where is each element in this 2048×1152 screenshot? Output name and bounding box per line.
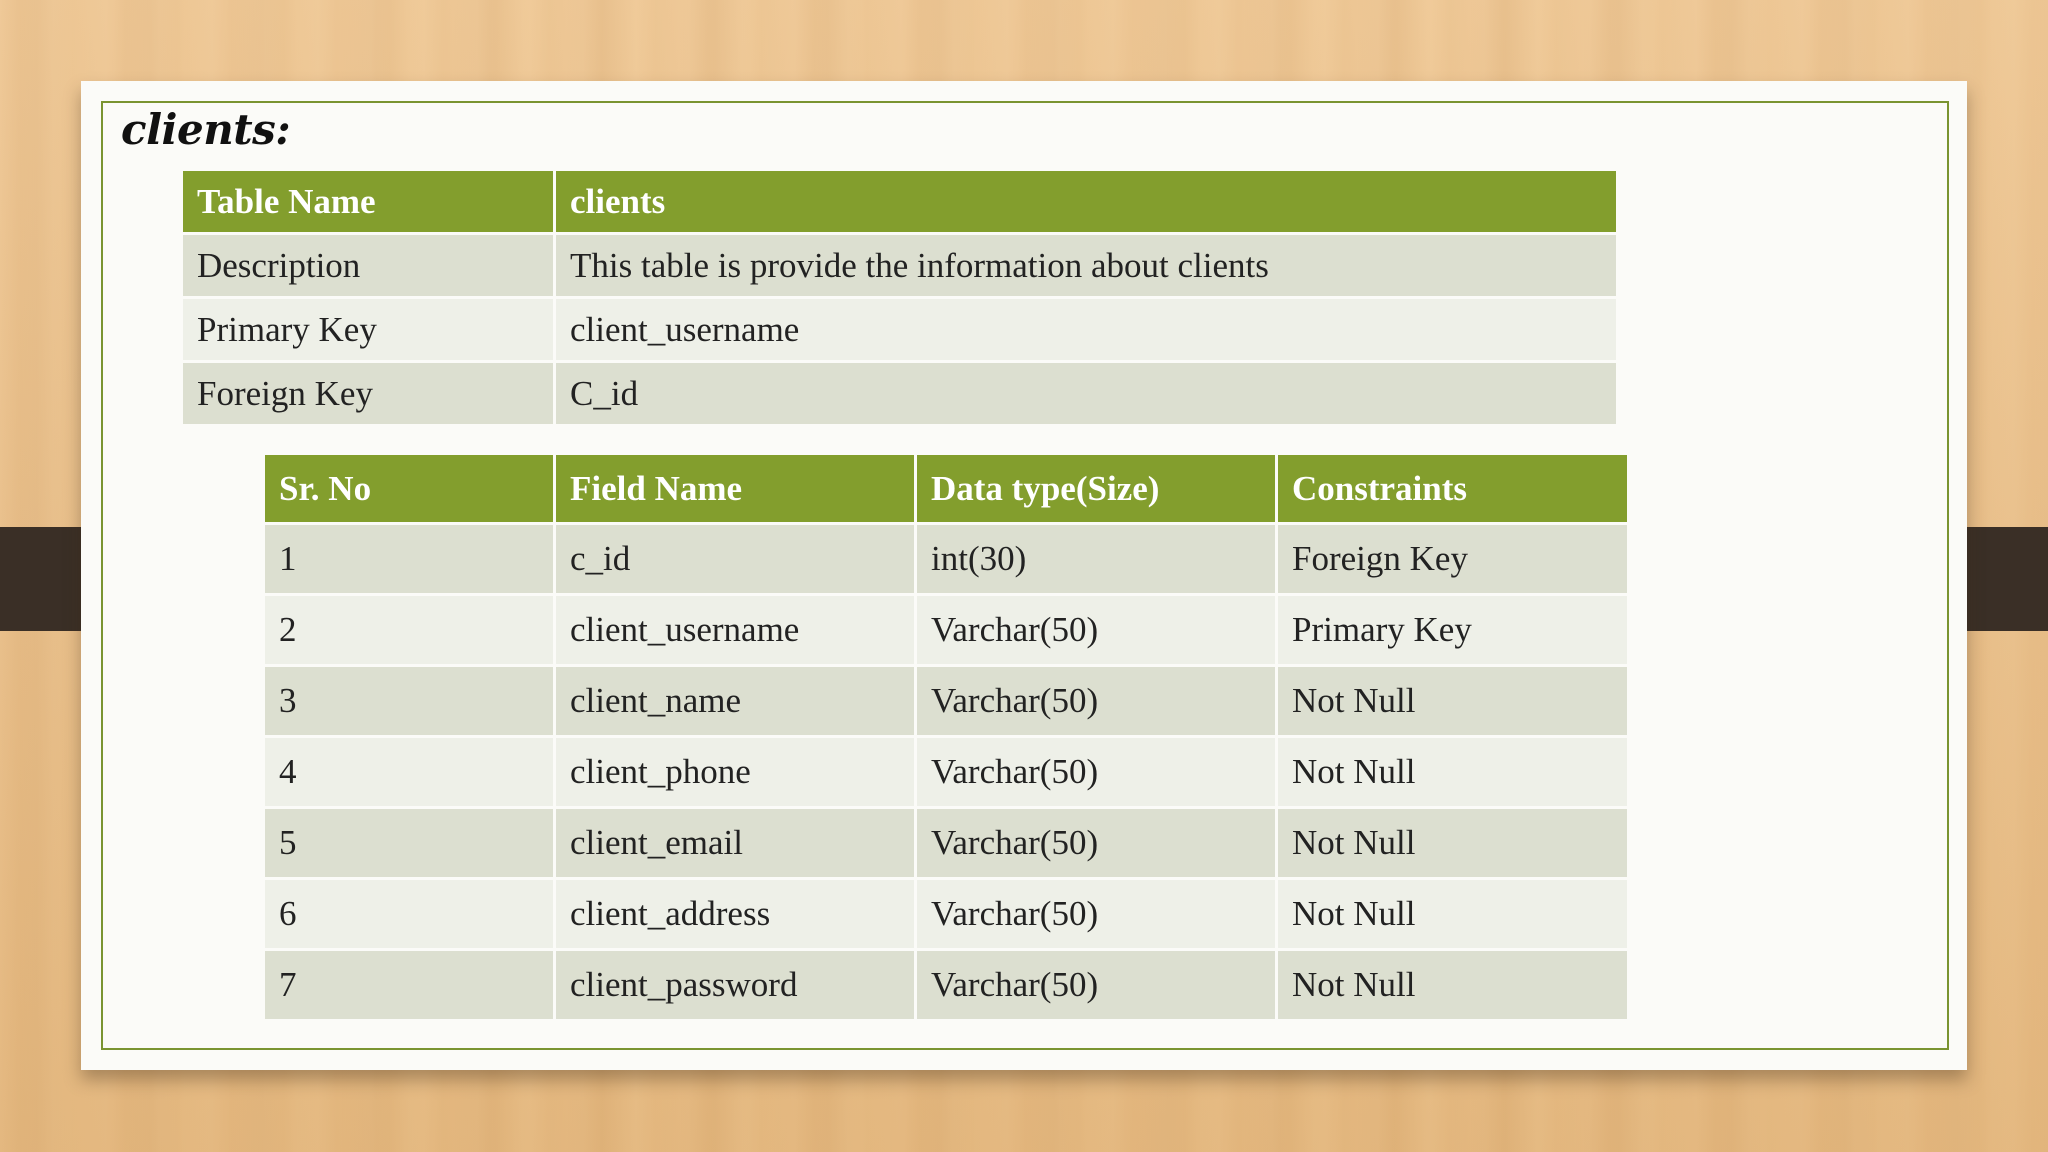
table-cell: int(30) — [916, 524, 1277, 595]
table-cell: C_id — [555, 362, 1617, 425]
table-cell: Not Null — [1277, 879, 1628, 950]
table-row — [265, 950, 1627, 1020]
table-row — [265, 879, 1627, 950]
table-row — [183, 362, 1616, 425]
table-cell: client_name — [555, 666, 916, 737]
table-cell: c_id — [555, 524, 916, 595]
table-row — [265, 737, 1627, 808]
table-info — [183, 171, 1616, 424]
table-cell: Primary Key — [183, 298, 555, 362]
table-cell: 1 — [265, 524, 555, 595]
table-row — [265, 808, 1627, 879]
table-cell: Varchar(50) — [916, 879, 1277, 950]
table-row — [183, 298, 1616, 362]
table-info-header-label: Table Name — [183, 171, 555, 234]
column-header-field-name: Field Name — [555, 455, 916, 524]
table-cell: Varchar(50) — [916, 666, 1277, 737]
slide-title: clients: — [121, 105, 291, 154]
column-header-sr-no: Sr. No — [265, 455, 555, 524]
table-cell: Varchar(50) — [916, 737, 1277, 808]
table-cell: Not Null — [1277, 950, 1628, 1020]
table-row — [265, 524, 1627, 595]
table-cell: Not Null — [1277, 666, 1628, 737]
table-cell: Description — [183, 234, 555, 298]
table-cell: Not Null — [1277, 737, 1628, 808]
table-fields-header-row — [265, 455, 1627, 524]
table-cell: Foreign Key — [1277, 524, 1628, 595]
table-cell: client_email — [555, 808, 916, 879]
table-cell: This table is provide the information about clients — [555, 234, 1617, 298]
table-cell: Varchar(50) — [916, 808, 1277, 879]
table-cell: client_address — [555, 879, 916, 950]
table-cell: 7 — [265, 950, 555, 1020]
table-row — [265, 595, 1627, 666]
table-cell: client_username — [555, 595, 916, 666]
table-row — [265, 666, 1627, 737]
table-cell: client_username — [555, 298, 1617, 362]
table-cell: Varchar(50) — [916, 595, 1277, 666]
table-info-header-value: clients — [555, 171, 1617, 234]
table-info-header-row — [183, 171, 1616, 234]
table-cell: Primary Key — [1277, 595, 1628, 666]
column-header-data-type: Data type(Size) — [916, 455, 1277, 524]
table-row — [183, 234, 1616, 298]
table-cell: Varchar(50) — [916, 950, 1277, 1020]
slide — [81, 81, 1967, 1070]
table-fields — [265, 455, 1627, 1019]
table-cell: client_phone — [555, 737, 916, 808]
table-cell: 4 — [265, 737, 555, 808]
table-cell: 2 — [265, 595, 555, 666]
column-header-constraints: Constraints — [1277, 455, 1628, 524]
table-cell: 3 — [265, 666, 555, 737]
table-cell: 5 — [265, 808, 555, 879]
table-cell: client_password — [555, 950, 916, 1020]
table-cell: Not Null — [1277, 808, 1628, 879]
table-cell: Foreign Key — [183, 362, 555, 425]
table-cell: 6 — [265, 879, 555, 950]
